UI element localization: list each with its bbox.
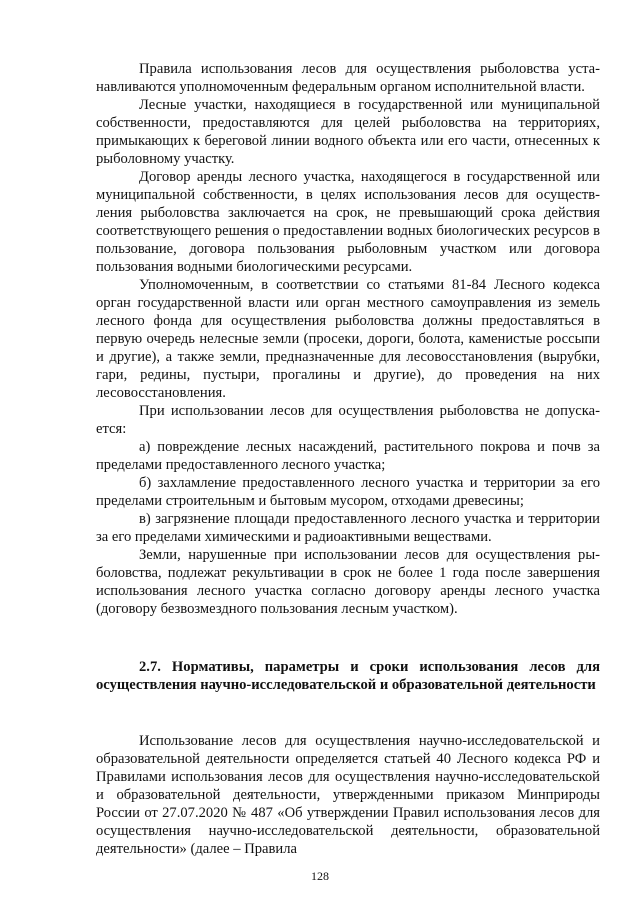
page-number: 128 — [311, 869, 329, 883]
paragraph-lease-term: Договор аренды лесного участка, находящегося в государственной или муниципальной собственности, в целях использования лесов для осуществления рыболовства заключается на срок, не превышающий срока действия соответствующего решения о предоставлении водных биологических ресурсов в пользование, договора пользования рыболовным участком или договора пользования водными биологическими ресурсами. — [96, 169, 600, 275]
section-heading: 2.7. Нормативы, параметры и сроки использования лесов для осуществления научно-исследовательской и образовательной деятельности — [96, 659, 600, 693]
list-item-a: а) повреждение лесных насаждений, растительного покрова и почв за пределами предоставленного лесного участка; — [96, 439, 600, 473]
list-item-c: в) загрязнение площади предоставленного лесного участка и территории за его пределами химическими и радиоактивными веществами. — [96, 511, 600, 545]
paragraph-prohibitions-intro: При использовании лесов для осуществления рыболовства не допускается: — [96, 403, 600, 437]
paragraph-rules-authority: Правила использования лесов для осуществления рыболовства устанавливаются уполномоченным федеральным органом исполнительной власти. — [96, 61, 600, 95]
paragraph-recultivation: Земли, нарушенные при использовании лесов для осуществления рыболовства, подлежат рекультивации в срок не более 1 года после завершения использования лесного участка согласно договору аренды лесного участка (договору безвозмездного пользования лесным участком). — [96, 547, 600, 617]
page-content — [96, 60, 600, 858]
paragraph-land-plots: Лесные участки, находящиеся в государственной или муниципальной собственности, предоставляются для целей рыболовства на территориях, примыкающих к береговой линии водного объекта или его части, отнесенных к рыболовному участку. — [96, 97, 600, 167]
paragraph-land-priority: Уполномоченным, в соответствии со статьями 81-84 Лесного кодекса орган государственной власти или орган местного самоуправления из земель лесного фонда для осуществления рыболовства должны предоставляться в первую очередь нелесные земли (просеки, дороги, болота, каменистые россыпи и другие), а также земли, предназначенные для лесовосстановления (вырубки, гари, редины, пустыри, прогалины и другие), до проведения на них лесовосстановления. — [96, 277, 600, 401]
list-item-b: б) захламление предоставленного лесного участка и территории за его пределами строительным и бытовым мусором, отходами древесины; — [96, 475, 600, 509]
paragraph-research-use: Использование лесов для осуществления научно-исследовательской и образовательной деятельности определяется статьей 40 Лесного кодекса РФ и Правилами использования лесов для осуществления научно-исследовательской и образовательной деятельности, утвержденными приказом Минприроды России от 27.07.2020 № 487 «Об утверждении Правил использования лесов для осуществления научно-исследовательской деятельности, образовательной деятельности» (далее – Правила — [96, 733, 600, 857]
